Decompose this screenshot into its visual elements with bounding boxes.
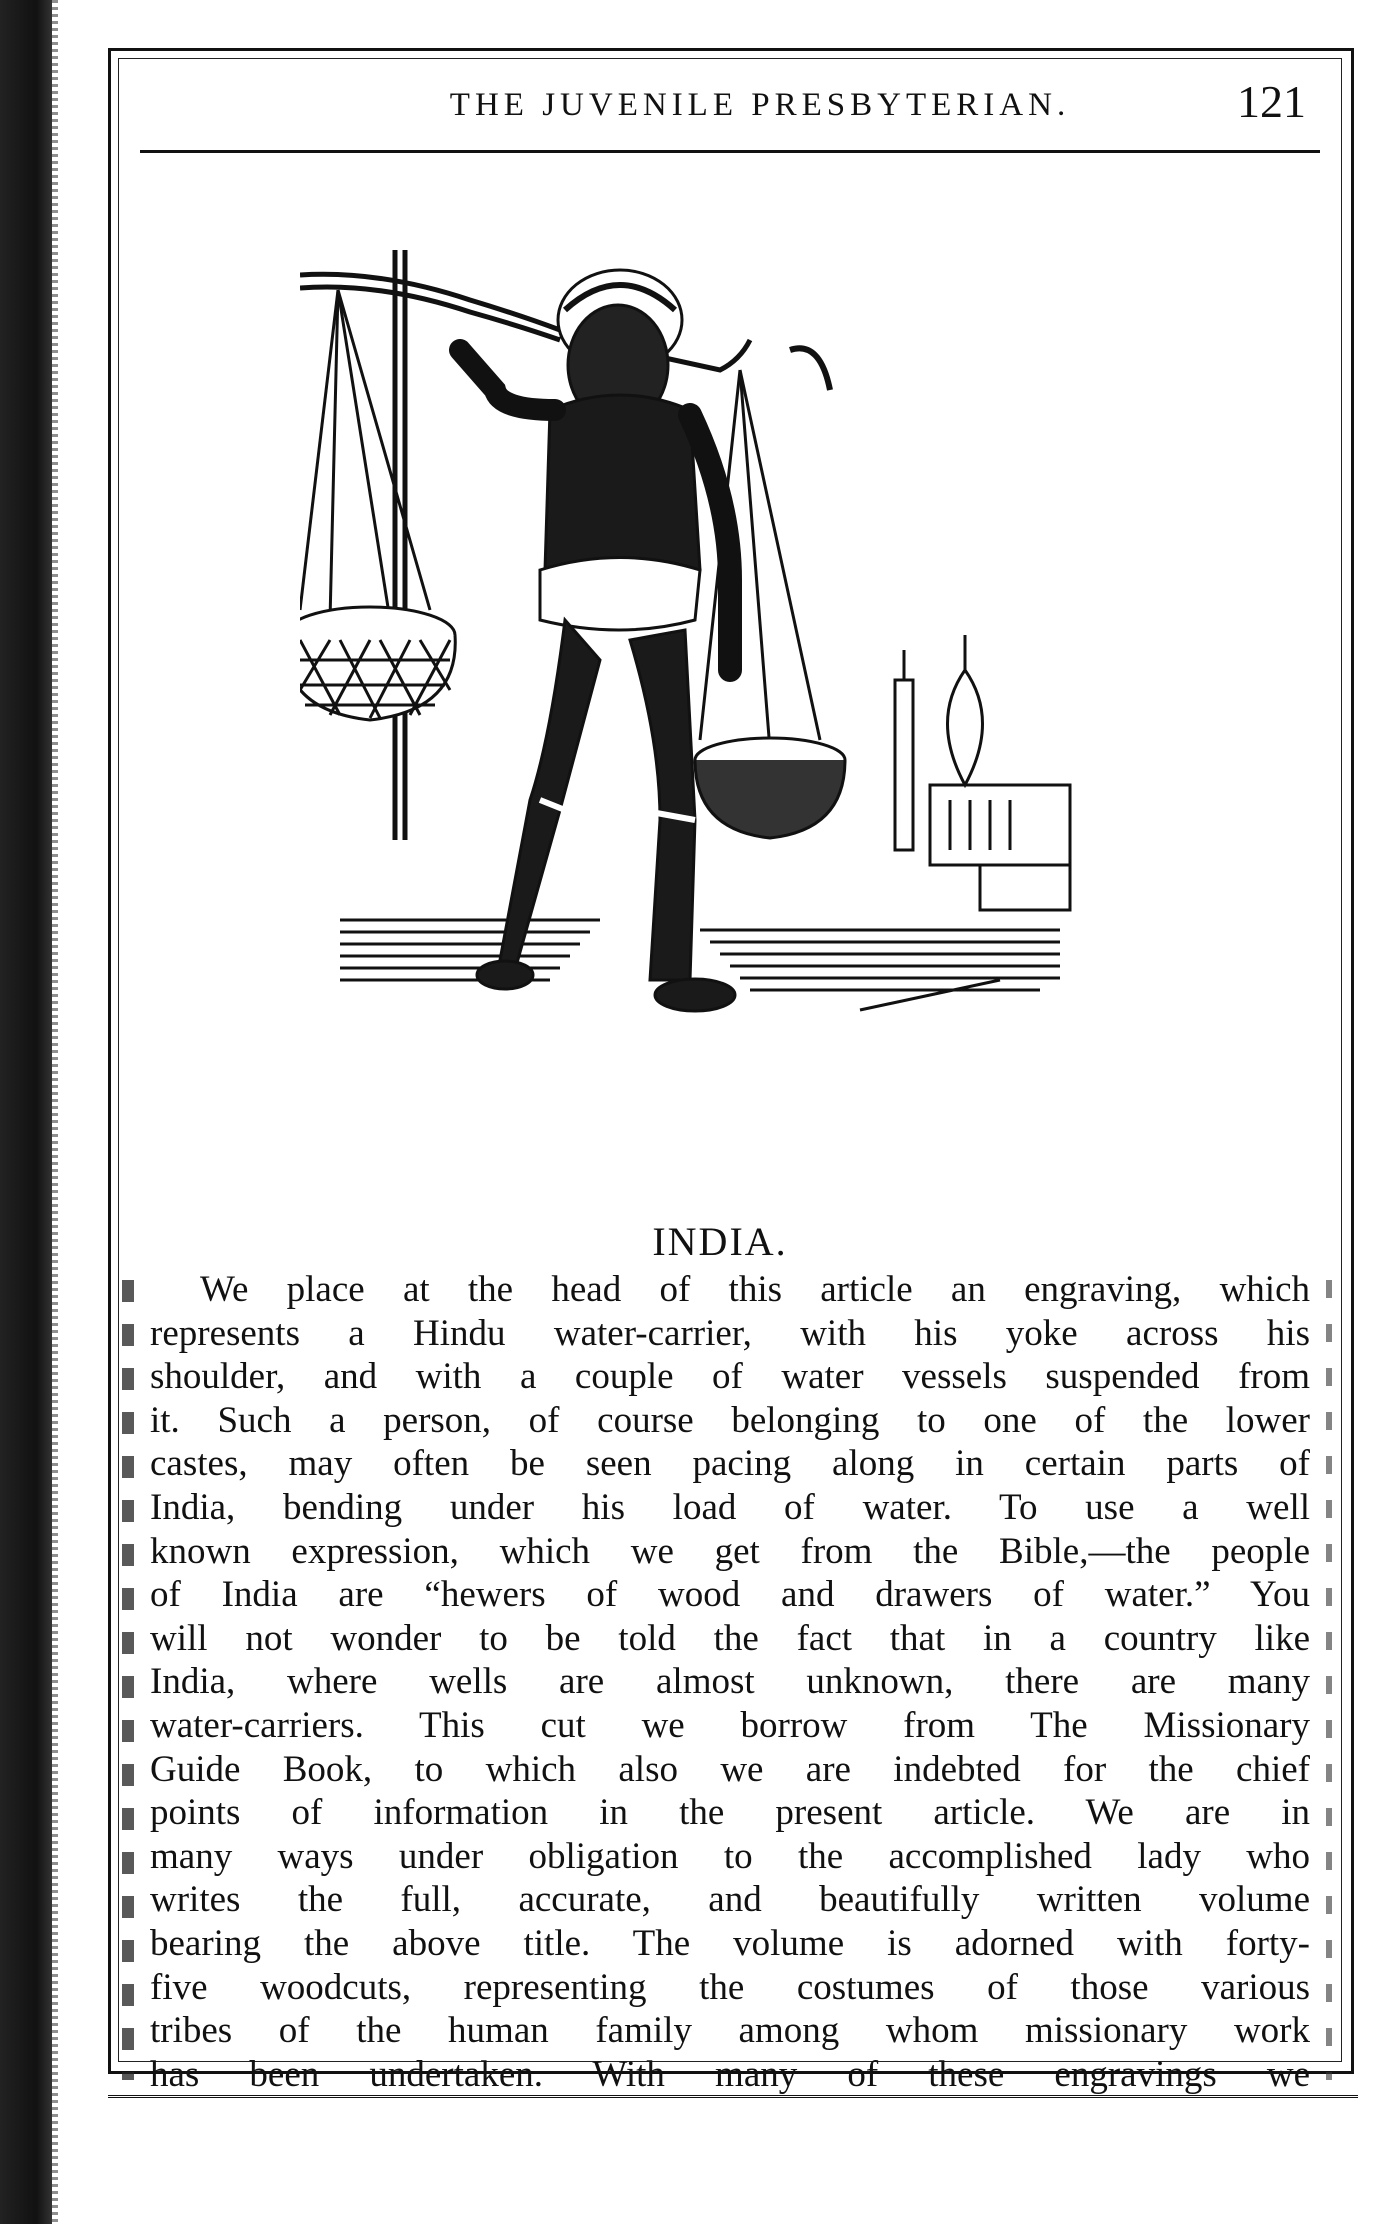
body-line: bearing the above title. The volume is adorned with forty-	[150, 1922, 1310, 1964]
body-line: tribes of the human family among whom missionary work	[150, 2010, 1310, 2052]
right-margin-marks	[1326, 1280, 1332, 2080]
body-line: of India are “hewers of wood and drawers of water.” You	[150, 1574, 1310, 1616]
water-carrier-figure	[460, 270, 735, 1011]
body-line: We place at the head of this article an engraving, which	[200, 1269, 1310, 1310]
body-line: many ways under obligation to the accomplished lady who	[150, 1835, 1310, 1877]
body-line: has been undertaken. With many of these engravings we	[150, 2053, 1310, 2095]
temple-background	[895, 635, 1070, 910]
body-line: castes, may often be seen pacing along in certain parts of	[150, 1443, 1310, 1485]
body-line: India, bending under his load of water. To use a well	[150, 1486, 1310, 1528]
body-line: India, where wells are almost unknown, there are many	[150, 1661, 1310, 1703]
body-line: Guide Book, to which also we are indebted for the chief	[150, 1748, 1310, 1790]
body-line: known expression, which we get from the Bible,—the people	[150, 1530, 1310, 1572]
spine-edge	[52, 0, 58, 2224]
page-header	[140, 75, 1320, 153]
running-head: THE JUVENILE PRESBYTERIAN.	[449, 87, 1071, 123]
left-water-pot	[300, 290, 455, 720]
body-line: it. Such a person, of course belonging to one of the lower	[150, 1399, 1310, 1441]
article-body	[150, 1268, 1310, 2096]
body-line: points of information in the present article. We are in	[150, 1792, 1310, 1834]
body-line: represents a Hindu water-carrier, with his yoke across his	[150, 1312, 1310, 1354]
page-number: 121	[1237, 76, 1306, 127]
body-line: five woodcuts, representing the costumes of those various	[150, 1966, 1310, 2008]
right-water-pot	[695, 348, 845, 838]
body-line: shoulder, and with a couple of water vessels suspended from	[150, 1356, 1310, 1398]
book-spine	[0, 0, 52, 2224]
hindu-water-carrier-engraving	[300, 240, 1140, 1200]
left-margin-marks	[122, 1280, 134, 2080]
body-line: writes the full, accurate, and beautifully written volume	[150, 1879, 1310, 1921]
footer-rule	[108, 2095, 1358, 2098]
body-line: water-carriers. This cut we borrow from The Missionary	[150, 1704, 1310, 1746]
body-line: will not wonder to be told the fact that in a country like	[150, 1617, 1310, 1659]
article-title: INDIA.	[652, 1219, 788, 1264]
